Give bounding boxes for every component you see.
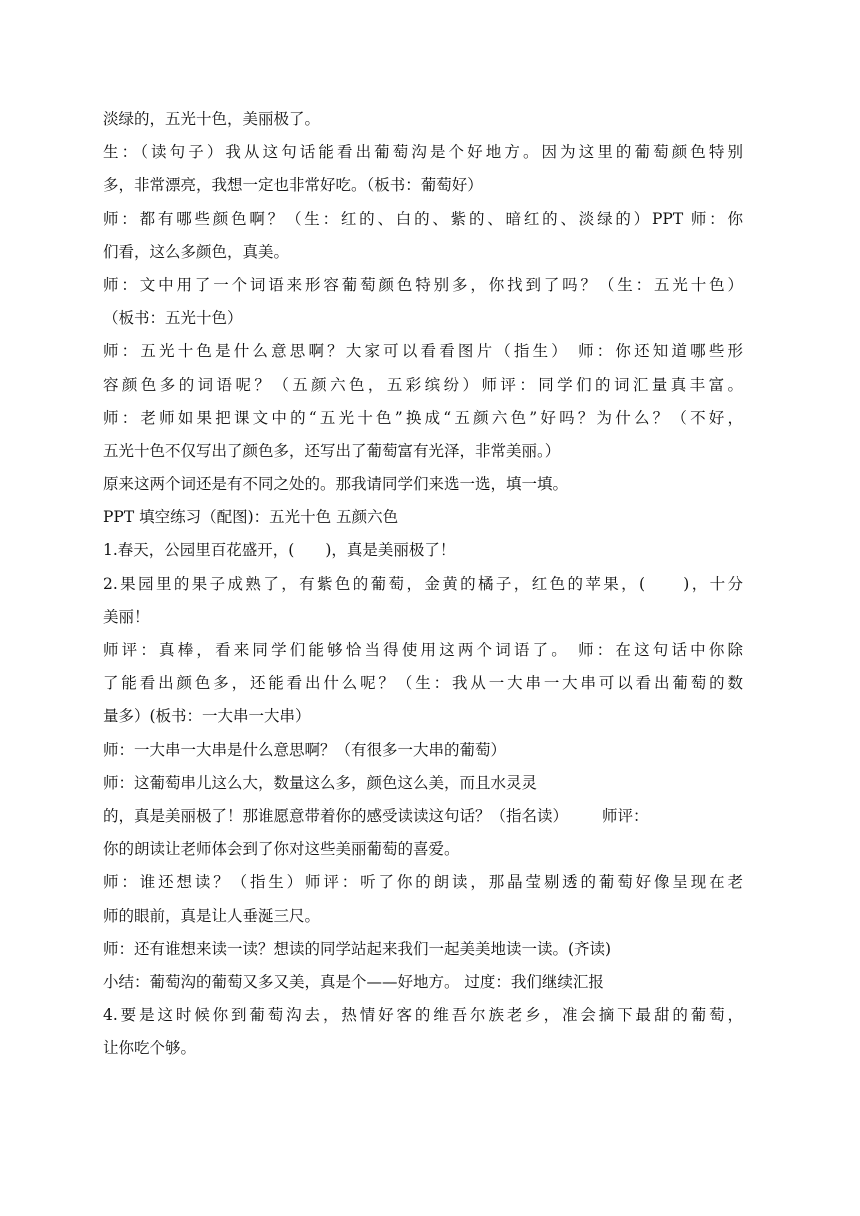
- text-line: 原来这两个词还是有不同之处的。那我请同学们来选一选，填一填。: [103, 475, 569, 494]
- text-line: 师：老师如果把课文中的“五光十色”换成“五颜六色”好吗？为什么？（不好，: [103, 408, 743, 427]
- text-line: 淡绿的，五光十色，美丽极了。: [103, 110, 321, 128]
- text-line: 生：（读句子）我从这句话能看出葡萄沟是个好地方。因为这里的葡萄颜色特别: [103, 143, 743, 162]
- text-line: 小结：葡萄沟的葡萄又多又美，真是个——好地方。 过度：我们继续汇报: [103, 972, 604, 991]
- text-line: 师：还有谁想来读一读？想读的同学站起来我们一起美美地读一读。(齐读): [103, 939, 612, 958]
- text-line: 1.春天，公园里百花盛开，( )，真是美丽极了！: [103, 541, 456, 560]
- text-line: 多，非常漂亮，我想一定也非常好吃。（板书：葡萄好）: [103, 176, 483, 195]
- text-line: 师评：真棒，看来同学们能够恰当得使用这两个词语了。 师：在这句话中你除: [103, 641, 743, 659]
- text-line: 师：五光十色是什么意思啊？大家可以看看图片（指生） 师：你还知道哪些形: [103, 342, 743, 361]
- text-line: 师：谁还想读？（指生）师评：听了你的朗读，那晶莹剔透的葡萄好像呈现在老: [103, 873, 743, 892]
- text-line: PPT 填空练习（配图)：五光十色 五颜六色: [103, 508, 399, 527]
- text-fragment: 的，真是美丽极了！那谁愿意带着你的感受读读这句话？（指名读）: [103, 806, 569, 825]
- text-line: 师：都有哪些颜色啊？（生：红的、白的、紫的、暗红的、淡绿的）PPT 师：你: [103, 209, 743, 228]
- text-line: 2.果园里的果子成熟了，有紫色的葡萄，金黄的橘子，红色的苹果，( )，十分: [103, 574, 743, 593]
- text-line: 了能看出颜色多，还能看出什么呢？（生：我从一大串一大串可以看出葡萄的数: [103, 674, 743, 693]
- text-line: 你的朗读让老师体会到了你对这些美丽葡萄的喜爱。: [103, 840, 460, 859]
- text-line: 师：文中用了一个词语来形容葡萄颜色特别多，你找到了吗？（生：五光十色）: [103, 275, 743, 294]
- text-line: 4.要是这时候你到葡萄沟去，热情好客的维吾尔族老乡，准会摘下最甜的葡萄，: [103, 1006, 743, 1025]
- document-body: [103, 103, 743, 1065]
- text-line: 们看，这么多颜色，真美。: [103, 242, 290, 261]
- text-line: 让你吃个够。: [103, 1039, 197, 1058]
- text-fragment: 师评：: [602, 806, 649, 825]
- text-line: 师：一大串一大串是什么意思啊？（有很多一大串的葡萄）: [103, 740, 507, 759]
- text-line: 师：这葡萄串儿这么大，数量这么多，颜色这么美，而且水灵灵: [103, 773, 538, 792]
- text-line: [103, 800, 743, 833]
- text-line: 量多）(板书：一大串一大串）: [103, 707, 311, 726]
- text-line: （板书：五光十色）: [103, 309, 243, 328]
- text-line: 容颜色多的词语呢？（五颜六色，五彩缤纷）师评：同学们的词汇量真丰富。: [103, 375, 743, 394]
- text-line: 师的眼前，真是让人垂涎三尺。: [103, 906, 321, 925]
- text-line: 美丽！: [103, 607, 150, 626]
- text-line: 五光十色不仅写出了颜色多，还写出了葡萄富有光泽，非常美丽。）: [103, 441, 561, 460]
